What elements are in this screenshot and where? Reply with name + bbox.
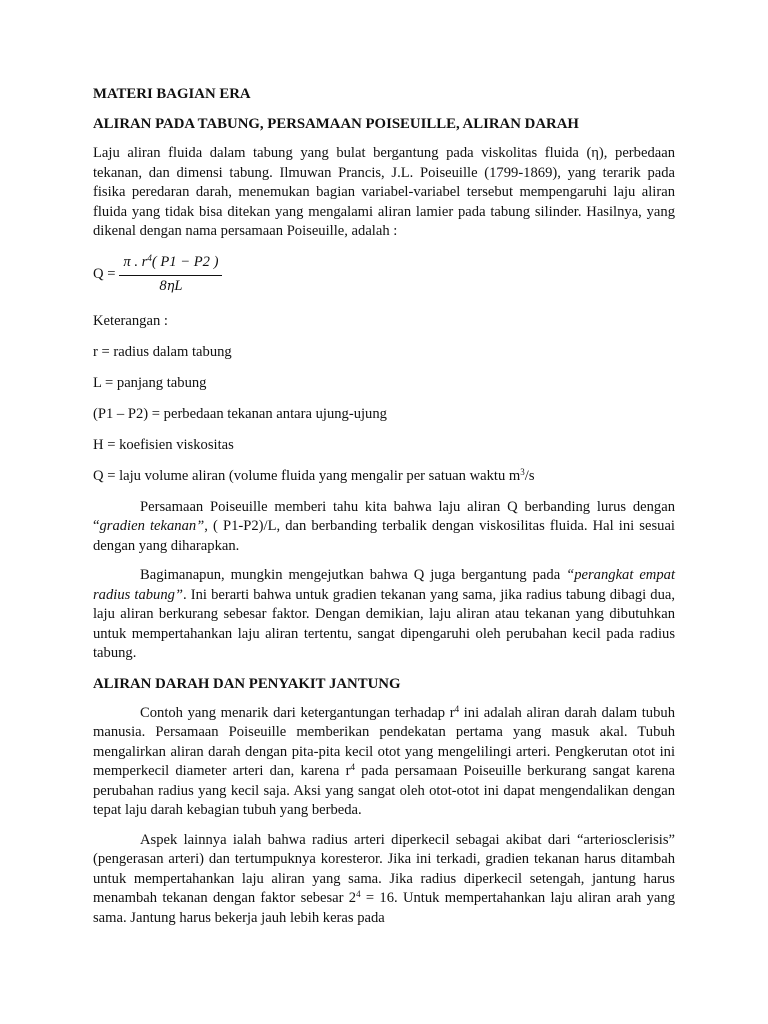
paragraph-gradient: Persamaan Poiseuille memberi tahu kita bahwa laju aliran Q berbanding lurus dengan “gradien tekanan”, ( P1-P2)/L, dan berbanding terbalik dengan viskosilitas fluida. Hal ini sesuai dengan yang diharapkan. <box>93 498 675 554</box>
section-heading-poiseuille: ALIRAN PADA TABUNG, PERSAMAAN POISEUILLE, ALIRAN DARAH <box>93 116 579 132</box>
formula-lhs: Q = <box>93 265 116 282</box>
keterangan-L: L = panjang tabung <box>93 374 207 391</box>
section-heading-blood-flow: ALIRAN DARAH DAN PENYAKIT JANTUNG <box>93 675 401 692</box>
keterangan-Q: Q = laju volume aliran (volume fluida yang mengalir per satuan waktu $m^3/s$ <box>93 466 535 484</box>
formula-denominator: 8ηL <box>159 277 183 294</box>
intro-paragraph: Laju aliran fluida dalam tabung yang bulat bergantung pada viskolitas fluida (η), perbedaan tekanan, dan dimensi tabung. Ilmuwan Prancis, J.L. Poiseuille (1799-1869), yang terarik pada fisika peredaran darah, menemukan bagian variabel-variabel tersebut mempengaruhi laju aliran fluida yang tidak bisa ditekan yang mengalami aliran lamier pada tabung silinder. Hasilnya, yang dikenal dengan nama persamaan Poiseuille, adalah : <box>93 145 675 239</box>
keterangan-r: r = radius dalam tabung <box>93 343 232 360</box>
keterangan-label: Keterangan : <box>93 312 168 329</box>
document-title: MATERI BAGIAN ERA <box>93 86 251 102</box>
poiseuille-formula <box>93 252 675 298</box>
formula-numerator: π . $r^4$( P1 − P2 ) <box>119 253 222 276</box>
formula-fraction <box>119 253 222 296</box>
paragraph-blood-flow: Contoh yang menarik dari ketergantungan terhadap $r^4$ ini adalah aliran darah dalam tubuh manusia. Persamaan Poiseuille memberikan pendekatan pertama yang masuk akal. Tubuh mengalirkan aliran darah dengan pita-pita kecil otot yang mengelilingi arteri. Pengkerutan otot ini memperkecil diameter arteri dan, karena $r^4$ pada persamaan Poiseuille berkurang sangat karena perubahan radius yang kecil saja. Aksi yang sangat oleh otot-otot ini dapat mengendalikan dengan tepat laju darah kebagian tubuh yang berbeda. <box>93 703 675 818</box>
paragraph-arteriosclerosis: Aspek lainnya ialah bahwa radius arteri diperkecil sebagai akibat dari “arteriosclerisis” (pengerasan arteri) dan tertumpuknya koresteror. Jika ini terkadi, gradien tekanan harus ditambah untuk mempertahankan laju aliran yang sama. Jika radius diperkecil setengah, jantung harus menambah tekanan dengan faktor sebesar $2^4 = 16$. Untuk mempertahankan laju aliran arah yang sama. Jantung harus bekerja jauh lebih keras pada <box>93 831 675 926</box>
document-page <box>93 84 675 938</box>
keterangan-pressure: (P1 – P2) = perbedaan tekanan antara ujung-ujung <box>93 405 387 422</box>
paragraph-radius: Bagimanapun, mungkin mengejutkan bahwa Q juga bergantung pada “perangkat empat radius tabung”. Ini berarti bahwa untuk gradien tekanan yang sama, jika radius tabung dibagi dua, laju aliran berkurang sebesar faktor. Dengan demikian, laju aliran atau tekanan yang dibutuhkan untuk mempertahankan laju aliran tertentu, sangat dipengaruhi oleh perubahan kecil pada radius tabung. <box>93 567 675 661</box>
keterangan-eta: Η = koefisien viskositas <box>93 436 234 453</box>
